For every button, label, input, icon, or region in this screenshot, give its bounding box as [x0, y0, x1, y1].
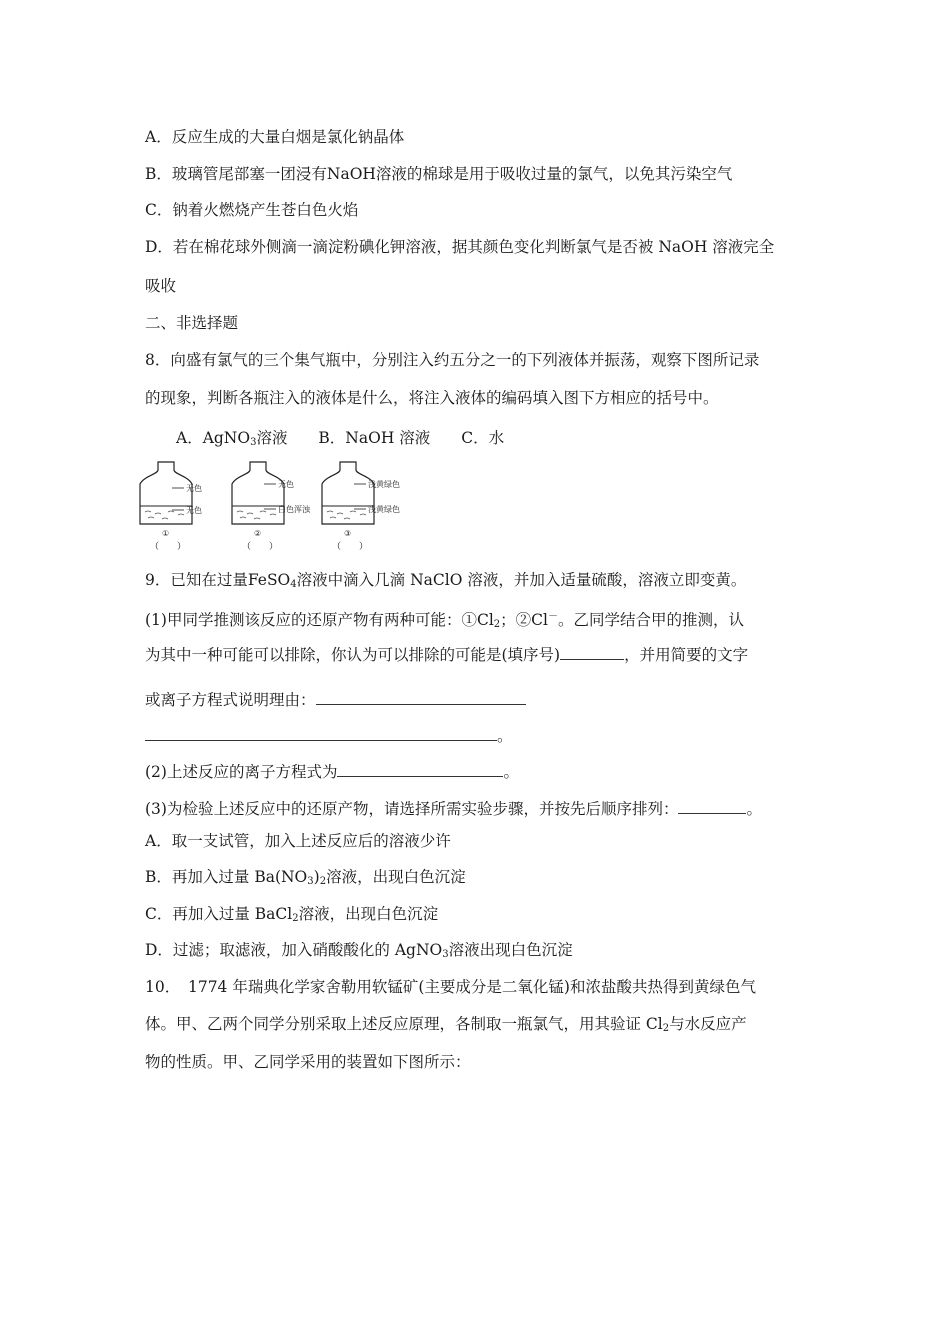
- q9-part3-order-blank[interactable]: [678, 799, 746, 814]
- bottle-3-answer-paren: （ ）: [332, 542, 369, 552]
- bottle-2-upper-label: 无色: [278, 480, 294, 489]
- q9-step-a: A．取一支试管，加入上述反应后的溶液少许: [145, 832, 451, 850]
- q9-part1-line3: 或离子方程式说明理由：: [145, 690, 526, 710]
- q8-stem-line1: 8．向盛有氯气的三个集气瓶中，分别注入约五分之一的下列液体并振荡，观察下图所记录: [145, 351, 760, 369]
- bottle-3: [322, 462, 400, 552]
- section-heading: 二、非选择题: [145, 314, 239, 332]
- q9-part1-reason-blank-cont[interactable]: [145, 726, 497, 741]
- q8-option-c: C．水: [461, 429, 505, 447]
- q10-stem-line2: 体。甲、乙两个同学分别采取上述反应原理，各制取一瓶氯气，用其验证 $Cl_2$与水反应产: [145, 1015, 747, 1034]
- q7-option-a: A．反应生成的大量白烟是氯化钠晶体: [145, 128, 405, 146]
- bottle-2-answer-paren: （ ）: [242, 542, 279, 552]
- q9-part2: (2)上述反应的离子方程式为 。: [145, 763, 519, 781]
- q8-option-b: B．NaOH 溶液: [318, 429, 431, 447]
- bottle-2-number: ②: [254, 529, 262, 538]
- q10-stem-line1: 10． 1774 年瑞典化学家舍勒用软锰矿(主要成分是二氧化锰)和浓盐酸共热得到黄绿色气: [145, 978, 756, 996]
- q7-option-b: B．玻璃管尾部塞一团浸有NaOH溶液的棉球是用于吸收过量的氯气，以免其污染空气: [145, 165, 733, 183]
- q9-part1-line2: 为其中一种可能可以排除，你认为可以排除的可能是(填序号) ，并用简要的文字: [145, 646, 749, 664]
- q8-options: [176, 426, 530, 448]
- q8-option-a: A．AgNO$_3$溶液: [176, 429, 288, 448]
- bottle-1-answer-paren: （ ）: [150, 542, 187, 552]
- q7-option-d: D．若在棉花球外侧滴一滴淀粉碘化钾溶液，据其颜色变化判断氯气是否被 NaOH 溶液完全: [145, 238, 775, 256]
- q9-part1-answer-blank[interactable]: [560, 645, 624, 660]
- bottle-1-number: ①: [162, 529, 170, 538]
- q9-part2-equation-blank[interactable]: [337, 762, 503, 777]
- q8-stem-line2: 的现象，判断各瓶注入的液体是什么，将注入液体的编码填入图下方相应的括号中。: [145, 389, 719, 407]
- q9-step-b: B．再加入过量 $Ba(NO_3)_2$溶液，出现白色沉淀: [145, 868, 466, 887]
- q9-part1-line4: 。: [145, 726, 513, 746]
- q9-stem: 9．已知在过量FeSO$_4$溶液中滴入几滴 NaClO 溶液，并加入适量硫酸，溶液立即变黄。: [145, 571, 747, 590]
- bottle-2-lower-label: 白色浑浊: [278, 505, 310, 514]
- bottle-3-upper-label: 浅黄绿色: [368, 480, 400, 489]
- q9-part1-reason-blank[interactable]: [316, 690, 526, 705]
- gas-bottles-figure: [140, 458, 400, 554]
- bottle-1-lower-label: 无色: [186, 506, 202, 515]
- bottle-3-number: ③: [344, 529, 352, 538]
- q9-step-c: C．再加入过量 BaCl$_2$溶液，出现白色沉淀: [145, 905, 439, 924]
- q7-option-c: C．钠着火燃烧产生苍白色火焰: [145, 201, 359, 219]
- q9-part1-line1: (1)甲同学推测该反应的还原产物有两种可能：$①Cl_2$；②Cl－。乙同学结合甲的推测，认: [145, 611, 744, 630]
- bottle-1-upper-label: 无色: [186, 484, 202, 493]
- q9-part3: (3)为检验上述反应中的还原产物，请选择所需实验步骤，并按先后顺序排列： 。: [145, 800, 762, 818]
- q7-option-d-cont: 吸收: [145, 277, 177, 295]
- q9-step-d: D．过滤；取滤液，加入硝酸酸化的 AgNO$_3$溶液出现白色沉淀: [145, 941, 573, 960]
- bottle-3-lower-label: 浅黄绿色: [368, 505, 400, 514]
- bottle-2: [232, 462, 311, 552]
- q10-stem-line3: 物的性质。甲、乙同学采用的装置如下图所示：: [145, 1053, 471, 1071]
- bottle-1: [140, 462, 202, 552]
